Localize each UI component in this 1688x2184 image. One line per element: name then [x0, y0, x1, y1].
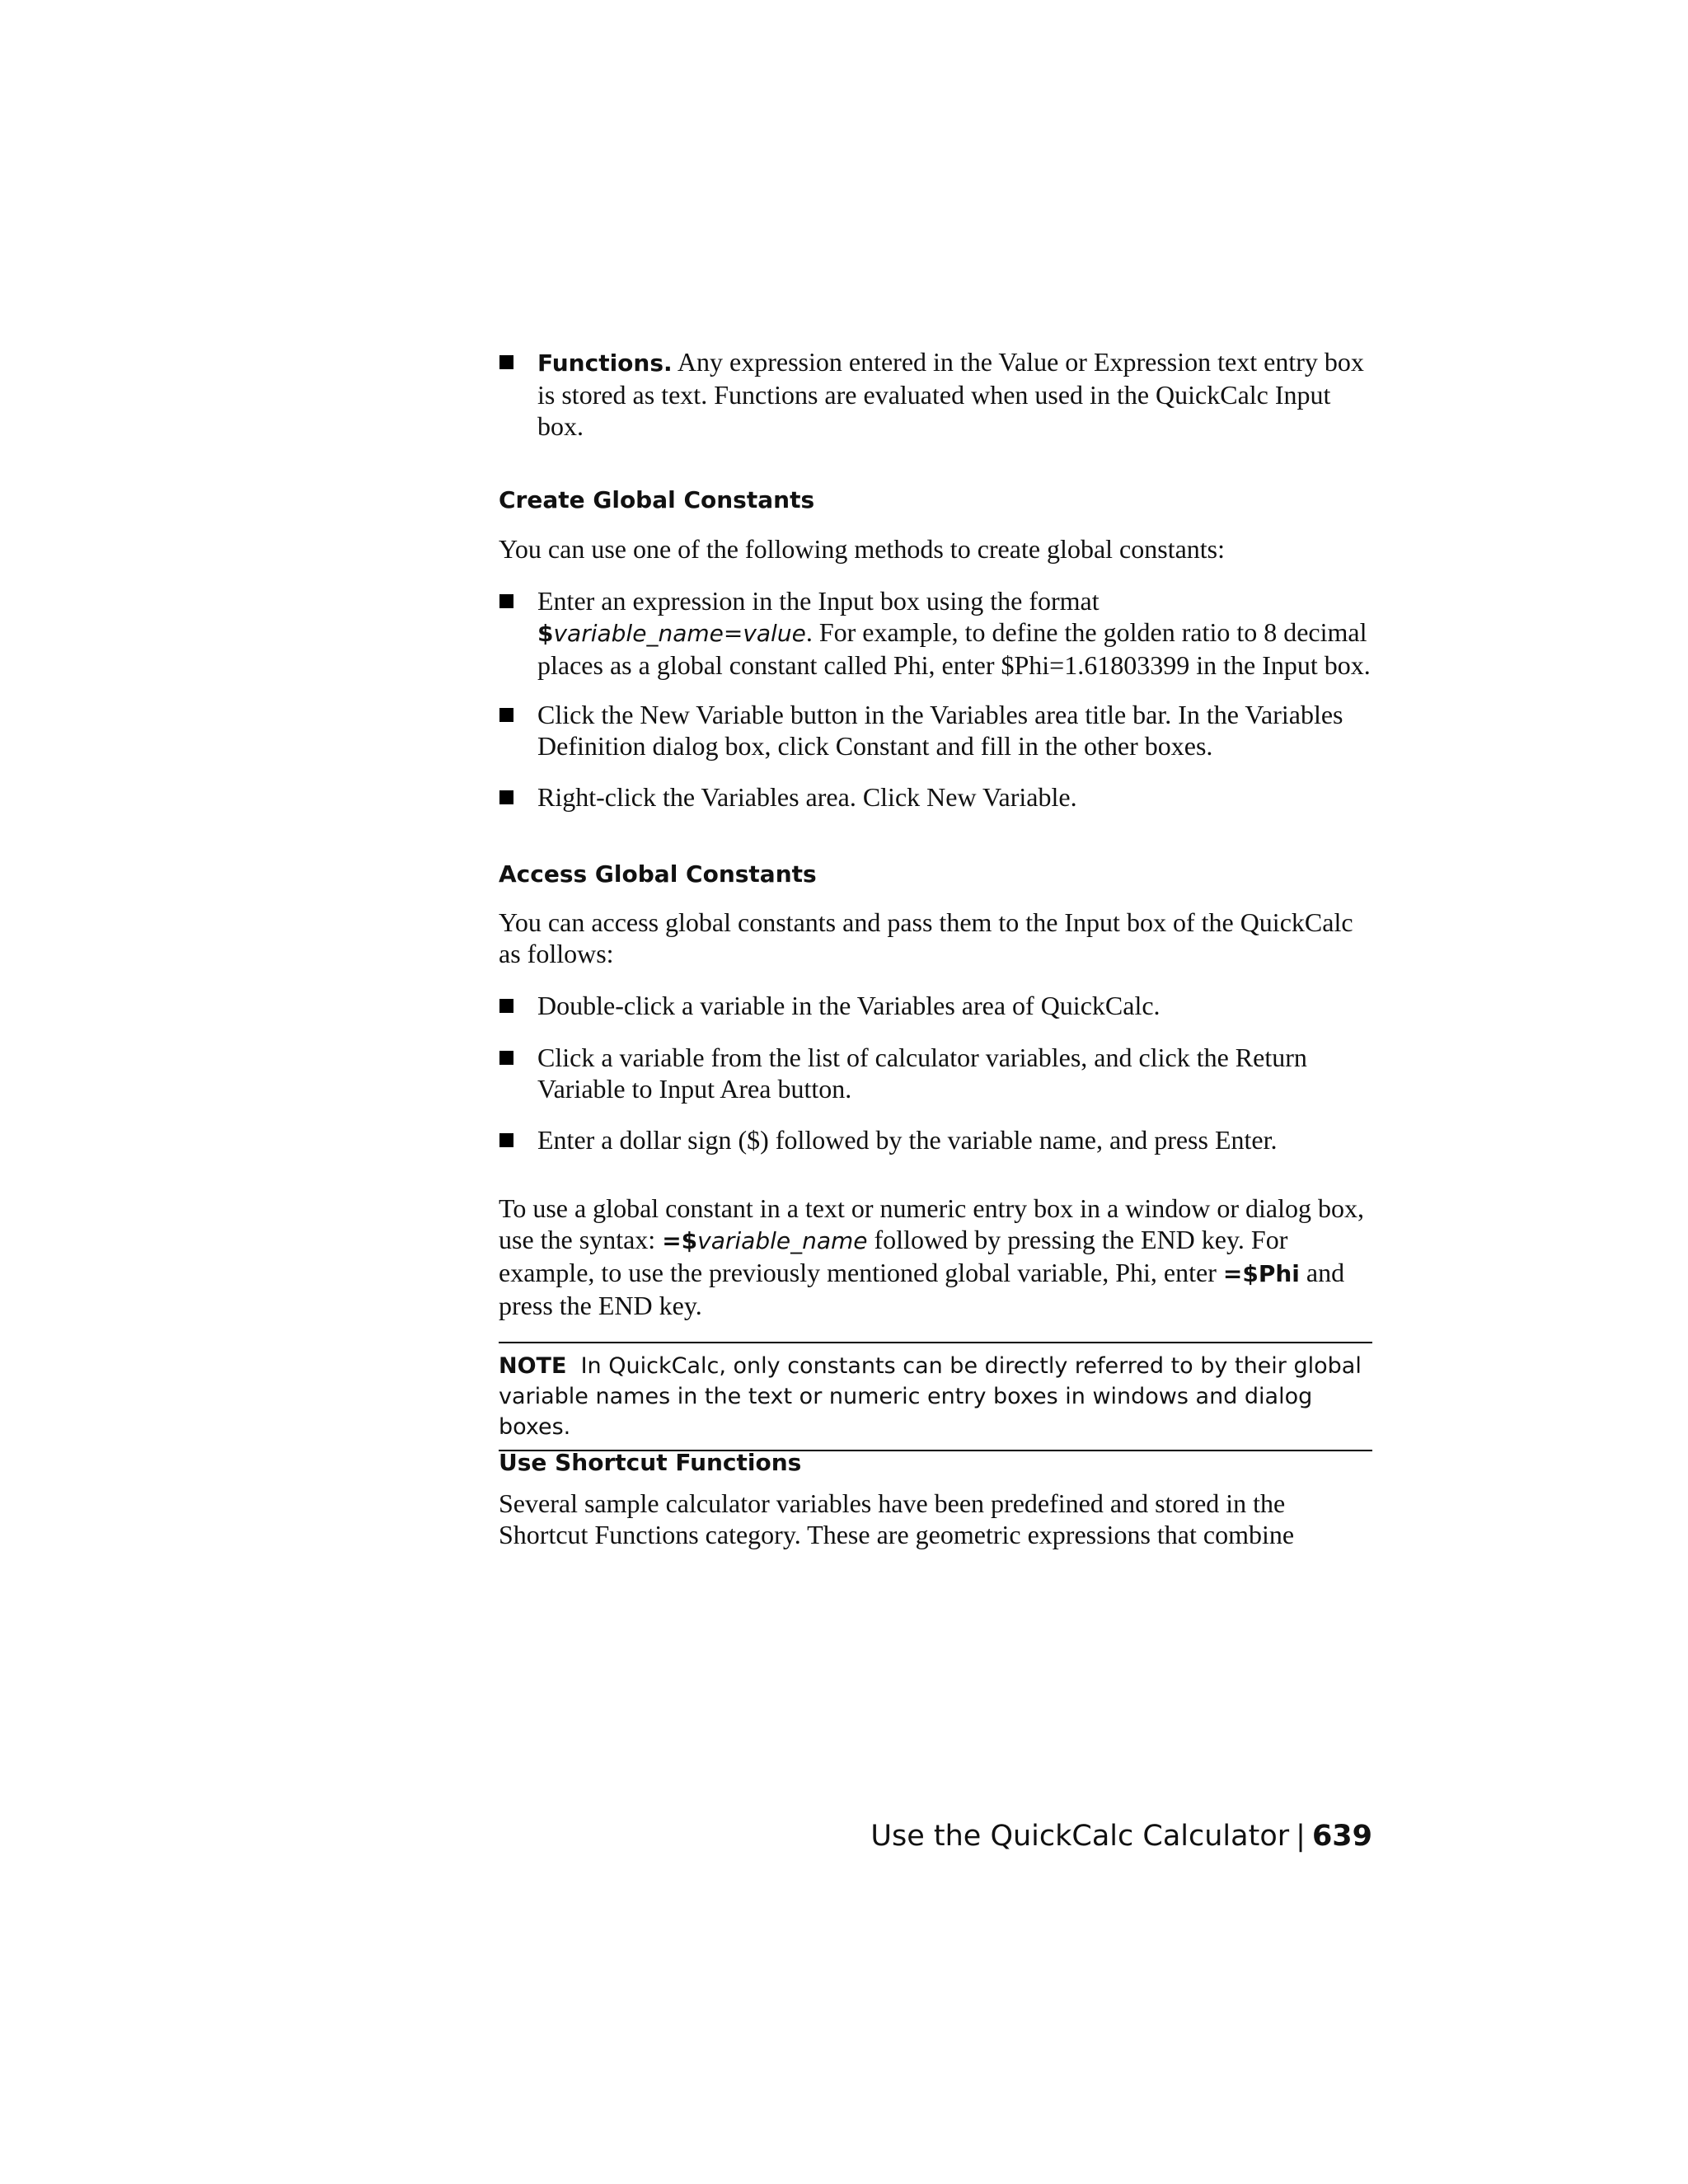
bullet-text: Enter a dollar sign ($) followed by the variable name, and press Enter. — [537, 1125, 1278, 1155]
page-number: 639 — [1311, 1820, 1372, 1853]
bullet-square-icon — [499, 999, 513, 1013]
bullet-text: Enter an expression in the Input box using the format — [537, 586, 1100, 616]
bullet-square-icon — [499, 708, 513, 722]
bullet-create-2 — [499, 699, 1372, 762]
bullet-text: Double-click a variable in the Variables area of QuickCalc. — [537, 991, 1160, 1020]
bullet-square-icon — [499, 1133, 513, 1147]
footer-title: Use the QuickCalc Calculator — [870, 1820, 1290, 1853]
bullet-create-3 — [499, 781, 1372, 813]
code-dollar: $ — [537, 620, 554, 647]
footer-separator: | — [1296, 1820, 1306, 1853]
bullet-functions — [499, 346, 1372, 442]
bullet-text: Click the New Variable button in the Variables area title bar. In the Variables Definition dialog box, click Constant and fill in the other boxes. — [537, 700, 1343, 761]
code-variable-name: variable_name — [697, 1227, 868, 1254]
bullet-access-3 — [499, 1124, 1372, 1155]
paragraph-text-cont: followed by pressing the END key. For example, to use the previously mentioned global variable, Phi, enter — [499, 1225, 1288, 1287]
bullet-square-icon — [499, 355, 513, 369]
bullet-text-cont: . For example, to define the golden ratio to 8 decimal places as a global constant called Phi, enter $Phi=1.61803399 in the Input box. — [537, 617, 1371, 680]
page-footer — [870, 1819, 1372, 1854]
code-equals: = — [723, 620, 743, 647]
bullet-text: Right-click the Variables area. Click New Variable. — [537, 782, 1077, 812]
bullet-lead: Functions. — [537, 349, 673, 377]
bullet-access-1 — [499, 990, 1372, 1021]
code-example: =$Phi — [1222, 1260, 1300, 1287]
access-paragraph — [499, 1193, 1372, 1321]
page-content — [499, 0, 1372, 2184]
bullet-text: Click a variable from the list of calculator variables, and click the Return Variable to Input Area button. — [537, 1043, 1307, 1104]
bullet-square-icon — [499, 790, 513, 804]
bullet-access-2 — [499, 1042, 1372, 1104]
heading-use-shortcut-functions: Use Shortcut Functions — [499, 1449, 802, 1476]
access-intro: You can access global constants and pass them to the Input box of the QuickCalc as follows: — [499, 907, 1353, 968]
create-intro: You can use one of the following methods to create global constants: — [499, 534, 1226, 564]
bullet-square-icon — [499, 1051, 513, 1065]
paragraph-text: To use a global constant in a text or numeric entry box in a window or dialog box, use the syntax: — [499, 1193, 1364, 1254]
code-variable-name: variable_name — [553, 620, 724, 647]
note-text: In QuickCalc, only constants can be directly referred to by their global variable names in the text or numeric entry boxes in windows and dialog boxes. — [499, 1353, 1362, 1440]
note-box — [499, 1342, 1372, 1451]
bullet-create-1 — [499, 585, 1372, 681]
shortcut-intro: Several sample calculator variables have been predefined and stored in the Shortcut Functions category. These are geometric expressions that combine — [499, 1488, 1295, 1549]
bullet-square-icon — [499, 594, 513, 608]
code-value: value — [743, 620, 806, 647]
heading-access-global-constants: Access Global Constants — [499, 860, 817, 888]
heading-create-global-constants: Create Global Constants — [499, 486, 815, 513]
bullet-text: Any expression entered in the Value or Expression text entry box is stored as text. Functions are evaluated when used in the QuickCalc Input box. — [537, 347, 1364, 441]
paragraph-text-end: and press the END key. — [499, 1258, 1345, 1320]
note-label: NOTE — [499, 1353, 567, 1379]
code-syntax: =$ — [662, 1227, 698, 1254]
